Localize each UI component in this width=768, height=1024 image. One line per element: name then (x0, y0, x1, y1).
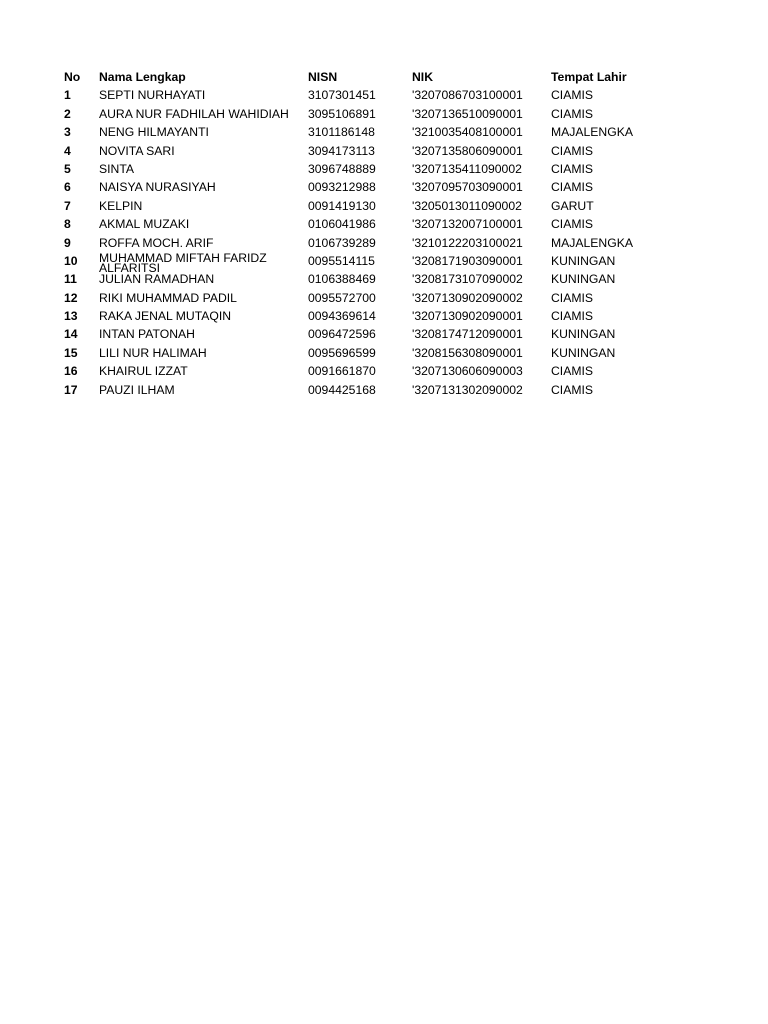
cell-no: 7 (64, 198, 71, 213)
cell-no: 12 (64, 290, 78, 305)
cell-tempat-lahir: CIAMIS (551, 88, 593, 103)
cell-no: 13 (64, 309, 78, 324)
header-tempat-lahir: Tempat Lahir (551, 70, 627, 84)
cell-nik: '3207130902090002 (412, 290, 523, 305)
cell-no: 17 (64, 382, 78, 397)
cell-nik: '3208174712090001 (412, 327, 523, 342)
table-row (64, 381, 724, 399)
cell-nisn: 0106739289 (308, 235, 376, 250)
header-no: No (64, 70, 81, 84)
cell-nama-lengkap: KHAIRUL IZZAT (99, 364, 188, 379)
table-row (64, 362, 724, 380)
cell-nik: '3207135806090001 (412, 143, 523, 158)
cell-nisn: 3095106891 (308, 106, 376, 121)
table-body (64, 86, 724, 399)
cell-nik: '3208156308090001 (412, 345, 523, 360)
cell-no: 3 (64, 125, 71, 140)
cell-no: 5 (64, 161, 71, 176)
table-row (64, 178, 724, 196)
cell-nisn: 0095514115 (308, 253, 375, 268)
table-header-row (64, 68, 724, 86)
cell-nisn: 0095572700 (308, 290, 376, 305)
cell-no: 2 (64, 106, 71, 121)
cell-nisn: 0106388469 (308, 272, 376, 287)
cell-nama-lengkap: ROFFA MOCH. ARIF (99, 235, 214, 250)
cell-no: 16 (64, 364, 78, 379)
cell-tempat-lahir: CIAMIS (551, 180, 593, 195)
cell-nama-lengkap: PAUZI ILHAM (99, 382, 175, 397)
table-row (64, 197, 724, 215)
cell-no: 1 (64, 88, 71, 103)
cell-nik: '3210035408100001 (412, 125, 523, 140)
cell-no: 8 (64, 217, 71, 232)
cell-nama-lengkap: MUHAMMAD MIFTAH FARIDZ ALFARITSI (99, 250, 267, 276)
cell-nama-lengkap: NENG HILMAYANTI (99, 125, 209, 140)
cell-nik: '3208171903090001 (412, 253, 523, 268)
cell-tempat-lahir: GARUT (551, 198, 594, 213)
cell-nisn: 3094173113 (308, 143, 375, 158)
cell-tempat-lahir: CIAMIS (551, 217, 593, 232)
cell-no: 6 (64, 180, 71, 195)
cell-tempat-lahir: CIAMIS (551, 290, 593, 305)
cell-nisn: 0094425168 (308, 382, 376, 397)
cell-no: 4 (64, 143, 71, 158)
cell-tempat-lahir: CIAMIS (551, 161, 593, 176)
cell-nama-lengkap: KELPIN (99, 198, 143, 213)
table-row (64, 250, 724, 276)
table-row (64, 289, 724, 307)
header-nama-lengkap: Nama Lengkap (99, 70, 186, 84)
table-row (64, 123, 724, 141)
cell-nik: '3208173107090002 (412, 272, 523, 287)
cell-nik: '3207135411090002 (412, 161, 522, 176)
cell-nisn: 3101186148 (308, 125, 375, 140)
cell-tempat-lahir: CIAMIS (551, 382, 593, 397)
cell-no: 11 (64, 272, 77, 287)
cell-nama-lengkap: LILI NUR HALIMAH (99, 345, 207, 360)
cell-nik: '3207136510090001 (412, 106, 523, 121)
cell-nama-lengkap: JULIAN RAMADHAN (99, 272, 215, 287)
table-row (64, 160, 724, 178)
cell-nik: '3207086703100001 (412, 88, 523, 103)
table-row (64, 234, 724, 252)
table-row (64, 325, 724, 343)
table-row (64, 307, 724, 325)
cell-nik: '3207132007100001 (412, 217, 523, 232)
cell-nama-lengkap: NOVITA SARI (99, 143, 175, 158)
table-row (64, 105, 724, 123)
cell-tempat-lahir: CIAMIS (551, 309, 593, 324)
header-nisn: NISN (308, 70, 338, 84)
cell-tempat-lahir: MAJALENGKA (551, 125, 633, 140)
cell-nama-lengkap: RAKA JENAL MUTAQIN (99, 309, 232, 324)
cell-nisn: 3096748889 (308, 161, 376, 176)
table-row (64, 142, 724, 160)
cell-nama-lengkap: AURA NUR FADHILAH WAHIDIAH (99, 106, 289, 121)
cell-tempat-lahir: MAJALENGKA (551, 235, 633, 250)
cell-nisn: 0096472596 (308, 327, 376, 342)
table-row (64, 270, 724, 288)
cell-nisn: 0093212988 (308, 180, 376, 195)
cell-no: 15 (64, 345, 78, 360)
cell-tempat-lahir: CIAMIS (551, 106, 593, 121)
cell-no: 9 (64, 235, 71, 250)
cell-nik: '3207095703090001 (412, 180, 523, 195)
table-row (64, 344, 724, 362)
cell-tempat-lahir: KUNINGAN (551, 345, 616, 360)
table-row (64, 215, 724, 233)
cell-nama-lengkap: RIKI MUHAMMAD PADIL (99, 290, 237, 305)
cell-nama-lengkap: SEPTI NURHAYATI (99, 88, 206, 103)
cell-tempat-lahir: CIAMIS (551, 364, 593, 379)
cell-nisn: 0095696599 (308, 345, 376, 360)
cell-nama-lengkap: SINTA (99, 161, 134, 176)
cell-nama-lengkap: NAISYA NURASIYAH (99, 180, 216, 195)
cell-nik: '3207130606090003 (412, 364, 523, 379)
cell-nama-lengkap: AKMAL MUZAKI (99, 217, 190, 232)
header-nik: NIK (412, 70, 433, 84)
cell-tempat-lahir: KUNINGAN (551, 253, 616, 268)
cell-nik: '3207131302090002 (412, 382, 523, 397)
cell-tempat-lahir: KUNINGAN (551, 327, 616, 342)
cell-tempat-lahir: CIAMIS (551, 143, 593, 158)
cell-no: 14 (64, 327, 78, 342)
cell-nik: '3210122203100021 (412, 235, 523, 250)
table-row (64, 86, 724, 104)
cell-nisn: 0106041986 (308, 217, 376, 232)
cell-nik: '3207130902090001 (412, 309, 523, 324)
cell-nama-lengkap: INTAN PATONAH (99, 327, 195, 342)
cell-nisn: 0091419130 (308, 198, 376, 213)
cell-nik: '3205013011090002 (412, 198, 522, 213)
cell-no: 10 (64, 253, 78, 268)
cell-nisn: 3107301451 (308, 88, 376, 103)
student-table (64, 68, 724, 399)
cell-nisn: 0091661870 (308, 364, 376, 379)
cell-nisn: 0094369614 (308, 309, 376, 324)
cell-tempat-lahir: KUNINGAN (551, 272, 616, 287)
